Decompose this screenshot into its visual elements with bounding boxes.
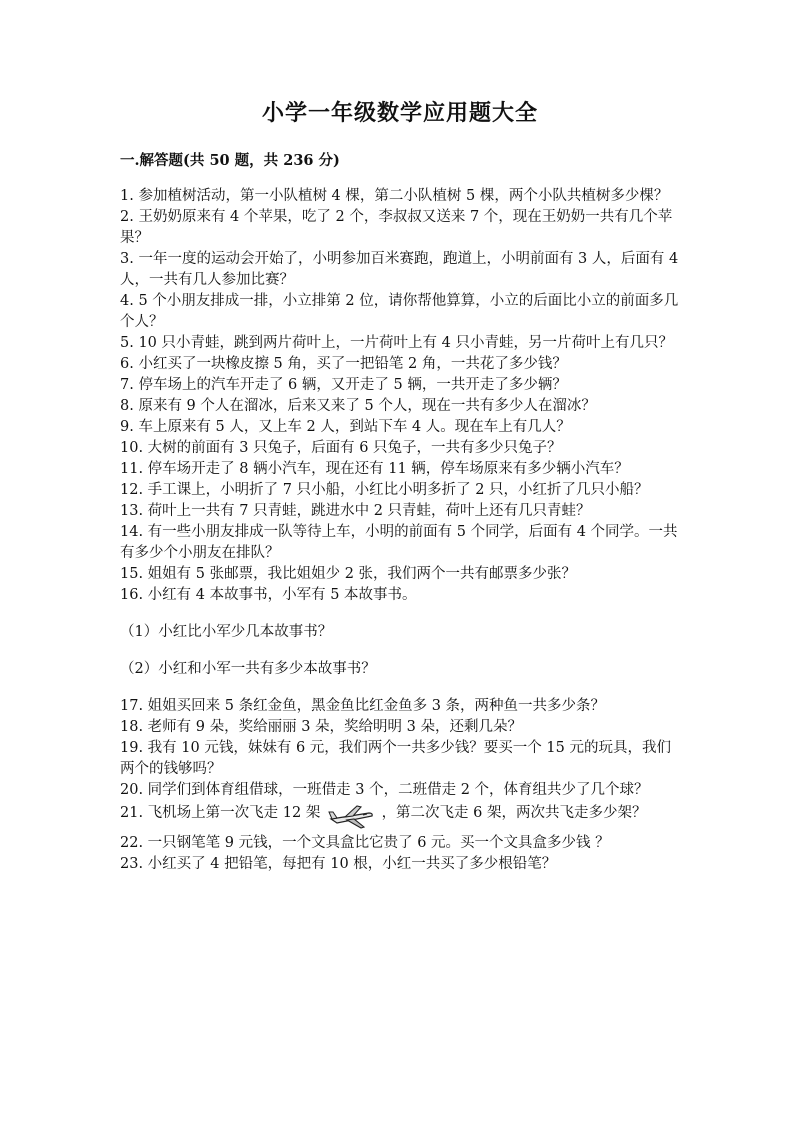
question-item: 19. 我有 10 元钱，妹妹有 6 元，我们两个一共多少钱？要买一个 15 元的玩具，我们两个的钱够吗？ — [120, 740, 671, 777]
question-item: 2. 王奶奶原来有 4 个苹果，吃了 2 个，李叔叔又送来 7 个，现在王奶奶一共有几个苹果？ — [120, 209, 673, 246]
question-item: 22. 一只钢笔笔 9 元钱，一个文具盒比它贵了 6 元。买一个文具盒多少钱 ？ — [120, 835, 610, 851]
question-list — [120, 186, 680, 875]
page-title: 小学一年级数学应用题大全 — [261, 100, 538, 126]
question-item: 11. 停车场开走了 8 辆小汽车，现在还有 11 辆，停车场原来有多少辆小汽车？ — [120, 461, 629, 477]
question-item: 16. 小红有 4 本故事书，小军有 5 本故事书。 — [120, 587, 417, 603]
question-item: 18. 老师有 9 朵，奖给丽丽 3 朵，奖给明明 3 朵，还剩几朵？ — [120, 719, 522, 735]
question-item: 20. 同学们到体育组借球，一班借走 3 个，二班借走 2 个，体育组共少了几个球？ — [120, 782, 649, 798]
question-item: 17. 姐姐买回来 5 条红金鱼，黑金鱼比红金鱼多 3 条，两种鱼一共多少条？ — [120, 698, 606, 714]
question-item: 9. 车上原来有 5 人，又上车 2 人，到站下车 4 人。现在车上有几人？ — [120, 419, 571, 435]
question-item: 15. 姐姐有 5 张邮票，我比姐姐少 2 张，我们两个一共有邮票多少张？ — [120, 566, 577, 582]
question-item: 13. 荷叶上一共有 7 只青蛙，跳进水中 2 只青蛙，荷叶上还有几只青蛙？ — [120, 503, 591, 519]
question-item: 4. 5 个小朋友排成一排，小立排第 2 位，请你帮他算算，小立的后面比小立的前面多几个人？ — [120, 293, 679, 330]
question-item: 7. 停车场上的汽车开走了 6 辆，又开走了 5 辆，一共开走了多少辆？ — [120, 377, 567, 393]
question-item: 10. 大树的前面有 3 只兔子，后面有 6 只兔子，一共有多少只兔子？ — [120, 440, 562, 456]
question-item: 1. 参加植树活动，第一小队植树 4 棵，第二小队植树 5 棵，两个小队共植树多少棵？ — [120, 188, 669, 204]
question-16-part-1: （1）小红比小军少几本故事书？ — [120, 624, 333, 640]
question-21-text-after: ，第二次飞走 6 架，两次共飞走多少架？ — [381, 805, 647, 821]
question-item: 8. 原来有 9 个人在溜冰，后来又来了 5 个人，现在一共有多少人在溜冰？ — [120, 398, 596, 414]
question-16-part-2: （2）小红和小军一共有多少本故事书？ — [120, 661, 376, 677]
spacer — [120, 680, 680, 696]
question-item: 3. 一年一度的运动会开始了，小明参加百米赛跑，跑道上，小明前面有 3 人，后面有 4 人，一共有几人参加比赛？ — [120, 251, 679, 288]
question-item: 5. 10 只小青蛙，跳到两片荷叶上，一片荷叶上有 4 只小青蛙，另一片荷叶上有几只？ — [120, 335, 673, 351]
question-item: 12. 手工课上，小明折了 7 只小船，小红比小明多折了 2 只，小红折了几只小船？ — [120, 482, 649, 498]
question-item: 14. 有一些小朋友排成一队等待上车，小明的前面有 5 个同学，后面有 4 个同学。一共有多少个小朋友在排队？ — [120, 524, 678, 561]
question-21 — [120, 803, 680, 829]
section-heading: 一.解答题(共 50 题，共 236 分) — [120, 152, 340, 169]
airplane-icon — [327, 803, 375, 829]
spacer — [120, 606, 680, 622]
question-21-text-before: 21. 飞机场上第一次飞走 12 架 — [120, 805, 321, 821]
spacer — [120, 643, 680, 659]
question-item: 23. 小红买了 4 把铅笔，每把有 10 根，小红一共买了多少根铅笔？ — [120, 856, 557, 872]
question-item: 6. 小红买了一块橡皮擦 5 角，买了一把铅笔 2 角，一共花了多少钱？ — [120, 356, 567, 372]
